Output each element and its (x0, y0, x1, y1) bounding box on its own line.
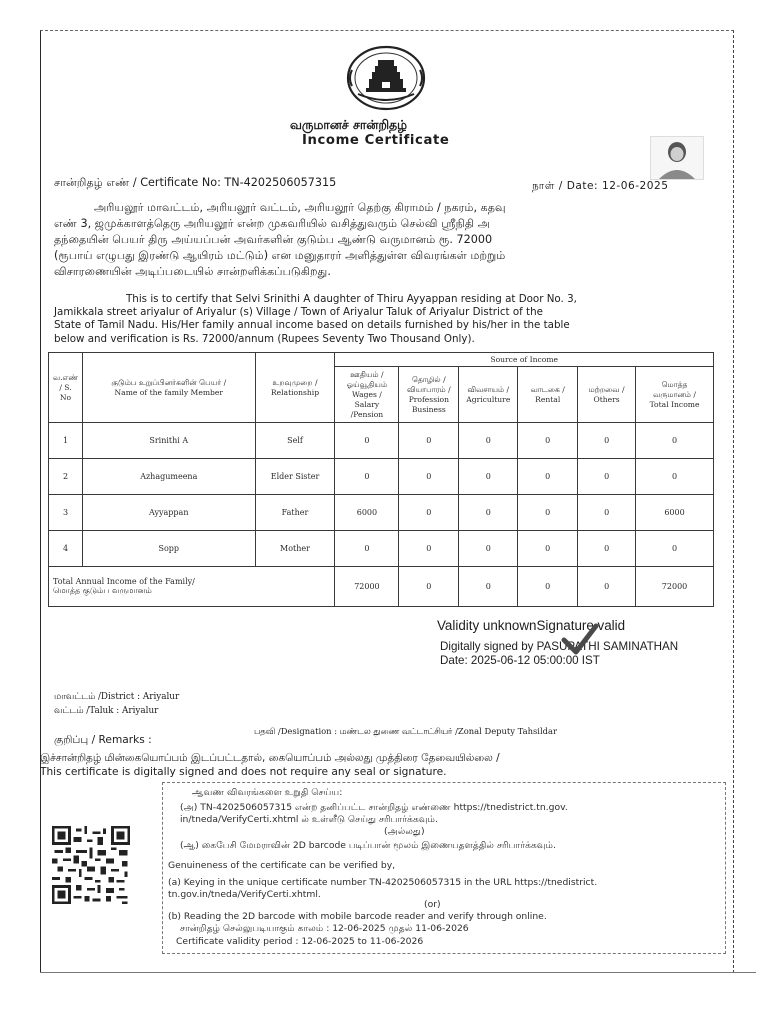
total-label (49, 567, 335, 607)
header-line: Wages / (351, 389, 382, 399)
header-line: Business (411, 404, 446, 414)
cell-total: 0 (636, 459, 714, 495)
total-label-english: Total Annual Income of the Family/ (53, 577, 195, 586)
table-row (49, 531, 714, 567)
certificate-date: நாள் / Date: 12-06-2025 (532, 180, 669, 192)
header-line: Name of the family Member (114, 387, 224, 397)
applicant-photo (650, 136, 704, 180)
header-line: / S. (59, 382, 72, 392)
verification-line: tn.gov.in/tneda/VerifyCerti.xhtml. (168, 889, 321, 900)
table-row (49, 495, 714, 531)
cell-profession: 0 (399, 567, 459, 607)
remarks-line: குறிப்பு / Remarks : (54, 734, 152, 746)
total-row (49, 567, 714, 607)
cell-salary: 72000 (335, 567, 399, 607)
cell-others: 0 (578, 423, 636, 459)
cell-salary: 6000 (335, 495, 399, 531)
title-tamil: வருமானச் சான்றிதழ் (290, 117, 408, 132)
cell-profession: 0 (399, 531, 459, 567)
verification-line: (a) Keying in the unique certificate number TN-4202506057315 in the URL https://tnedistrict. (168, 877, 598, 888)
english-line: State of Tamil Nadu. His/Her family annual income based on details furnished by his/her in the table (54, 319, 570, 332)
page-bottom-rule (40, 972, 756, 973)
header-line: வருமானம் / (653, 389, 696, 399)
certificate-number: சான்றிதழ் எண் / Certificate No: TN-4202506057315 (54, 176, 337, 189)
cell-rental: 0 (518, 567, 578, 607)
validity-text: Validity unknown (437, 618, 537, 633)
cell-agriculture: 0 (459, 567, 518, 607)
header-sno (49, 353, 83, 423)
cell-rental: 0 (518, 531, 578, 567)
english-line: Jamikkala street ariyalur of Ariyalur (s) Village / Town of Ariyalur Taluk of Ariyalur District of the (54, 306, 543, 319)
cell-sno: 1 (49, 423, 83, 459)
cell-relationship: Father (255, 495, 335, 531)
cell-others: 0 (578, 567, 636, 607)
header-line: Salary (354, 399, 380, 409)
verification-line: in/tneda/VerifyCerti.xhtml ல் உள்ளீடு செய்து சரிபார்க்கவும். (180, 814, 438, 825)
header-salary (335, 367, 399, 423)
digital-note-english: This certificate is digitally signed and does not require any seal or signature. (40, 766, 447, 778)
cell-sno: 3 (49, 495, 83, 531)
header-line: குடும்ப உறுப்பினர்களின் பெயர் / (111, 377, 227, 387)
english-line: below and verification is Rs. 72000/annum (Rupees Seventy Two Thousand Only). (54, 332, 475, 345)
verification-line: (அல்லது) (384, 826, 425, 837)
header-line: ஊதியம் / (350, 369, 384, 379)
signature-valid-text: Signature valid (536, 618, 626, 633)
cell-total: 0 (636, 423, 714, 459)
header-rental (518, 367, 578, 423)
cell-name: Srinithi A (82, 423, 255, 459)
verification-line: (ஆ) கைபேசி மேமராவின் 2D barcode படிப்பான் மூலம் இணையதளத்தில் சரிபார்க்கவும். (180, 840, 556, 851)
cell-profession: 0 (399, 459, 459, 495)
header-line: ஓய்வூதியம் (346, 379, 388, 389)
cell-others: 0 (578, 495, 636, 531)
english-line: This is to certify that Selvi Srinithi A daughter of Thiru Ayyappan residing at Door No. 3, (126, 293, 577, 305)
header-line: Relationship (270, 387, 320, 397)
header-line: உறவுமுறை / (272, 377, 318, 387)
header-line: Rental (535, 394, 561, 404)
header-line: Total Income (649, 399, 700, 409)
tamil-nadu-emblem-icon (338, 44, 434, 112)
cell-rental: 0 (518, 495, 578, 531)
verification-line: (அ) TN-4202506057315 என்ற தனிப்பட்ட சான்றிதழ் எண்ணை https://tnedistrict.tn.gov. (180, 802, 568, 813)
cell-rental: 0 (518, 459, 578, 495)
cell-relationship: Elder Sister (255, 459, 335, 495)
verification-line: சான்றிதழ் செல்லுபடியாகும் காலம் : 12-06-2025 முதல் 11-06-2026 (180, 923, 469, 934)
english-paragraph (54, 293, 577, 346)
header-line: Agriculture (466, 394, 511, 404)
cell-profession: 0 (399, 423, 459, 459)
cell-total: 0 (636, 531, 714, 567)
header-others (578, 367, 636, 423)
header-line: வாடகை / (530, 384, 565, 394)
cell-others: 0 (578, 531, 636, 567)
signature-check-icon (560, 620, 600, 660)
cell-salary: 0 (335, 459, 399, 495)
header-line: தொழில் / (412, 374, 446, 384)
header-line: மற்றவை / (588, 384, 625, 394)
digital-note-tamil: இச்சான்றிதழ் மின்கையொப்பம் இடப்பட்டதால், கையொப்பம் அல்லது முத்திரை தேவையில்லை / (40, 752, 500, 764)
header-total (636, 367, 714, 423)
cell-sno: 2 (49, 459, 83, 495)
cell-salary: 0 (335, 423, 399, 459)
cell-sno: 4 (49, 531, 83, 567)
header-line: மொத்த (661, 379, 688, 389)
designation-line: பதவி /Designation : மண்டல துணை வட்டாட்சியர் /Zonal Deputy Tahsildar (254, 726, 557, 736)
tamil-line: விசாரணையின் அடிப்படையில் சான்றளிக்கப்படுகிறது. (54, 265, 331, 278)
cell-name: Azhagumeena (82, 459, 255, 495)
tamil-paragraph (54, 200, 506, 280)
header-line: Profession (408, 394, 449, 404)
header-name (82, 353, 255, 423)
tamil-line: எண் 3, ஜமுக்காளத்தெரு அரியலூர் என்ற முகவரியில் வசித்துவரும் செல்வி ஸ்ரீநிதி அ (54, 217, 491, 230)
cell-agriculture: 0 (459, 531, 518, 567)
verification-line: ஆவண விவரங்களை உறுதி செய்ய: (192, 787, 343, 798)
header-agriculture (459, 367, 518, 423)
header-profession (399, 367, 459, 423)
cell-agriculture: 0 (459, 495, 518, 531)
cell-name: Sopp (82, 531, 255, 567)
cell-total: 72000 (636, 567, 714, 607)
cell-name: Ayyappan (82, 495, 255, 531)
cell-relationship: Mother (255, 531, 335, 567)
header-line: வ.எண் (52, 372, 79, 382)
header-relationship (255, 353, 335, 423)
cell-agriculture: 0 (459, 459, 518, 495)
header-line: வியாபாரம் / (406, 384, 451, 394)
cell-relationship: Self (255, 423, 335, 459)
verification-line: (or) (424, 899, 441, 910)
cell-rental: 0 (518, 423, 578, 459)
header-line: Others (593, 394, 620, 404)
income-table (48, 352, 714, 607)
verification-line: (b) Reading the 2D barcode with mobile barcode reader and verify through online. (168, 911, 547, 922)
table-row (49, 459, 714, 495)
header-line: No (59, 392, 72, 402)
total-label-tamil: மொத்த குடும்ப வருமானம் (53, 586, 152, 595)
cell-salary: 0 (335, 531, 399, 567)
verification-line: Certificate validity period : 12-06-2025 to 11-06-2026 (176, 936, 424, 947)
tamil-line: தந்தையின் பெயர் திரு அய்யப்பன் அவர்களின் குடும்ப ஆண்டு வருமானம் ரூ. 72000 (54, 233, 493, 246)
qr-code-icon (52, 826, 130, 904)
tamil-line: (ரூபாய் எழுபது இரண்டு ஆயிரம் மட்டும்) என மனுதாரர் அளித்துள்ள விவரங்கள் மற்றும் (54, 249, 506, 262)
cell-agriculture: 0 (459, 423, 518, 459)
signature-date: Date: 2025-06-12 05:00:00 IST (440, 654, 600, 667)
cell-profession: 0 (399, 495, 459, 531)
cell-total: 6000 (636, 495, 714, 531)
header-source-of-income: Source of Income (335, 353, 714, 367)
tamil-line: அரியலூர் மாவட்டம், அரியலூர் வட்டம், அரியலூர் தெற்கு கிராமம் / நகரம், கதவு (94, 201, 506, 214)
title-english: Income Certificate (302, 133, 450, 148)
district-line: மாவட்டம் /District : Ariyalur (54, 692, 180, 702)
header-line: விவசாயம் / (467, 384, 510, 394)
cell-others: 0 (578, 459, 636, 495)
taluk-line: வட்டம் /Taluk : Ariyalur (54, 706, 159, 716)
table-row (49, 423, 714, 459)
header-line: /Pension (350, 409, 384, 419)
signed-by: Digitally signed by PASUPATHI SAMINATHAN (440, 640, 679, 653)
verification-line: Genuineness of the certificate can be verified by, (168, 860, 396, 871)
